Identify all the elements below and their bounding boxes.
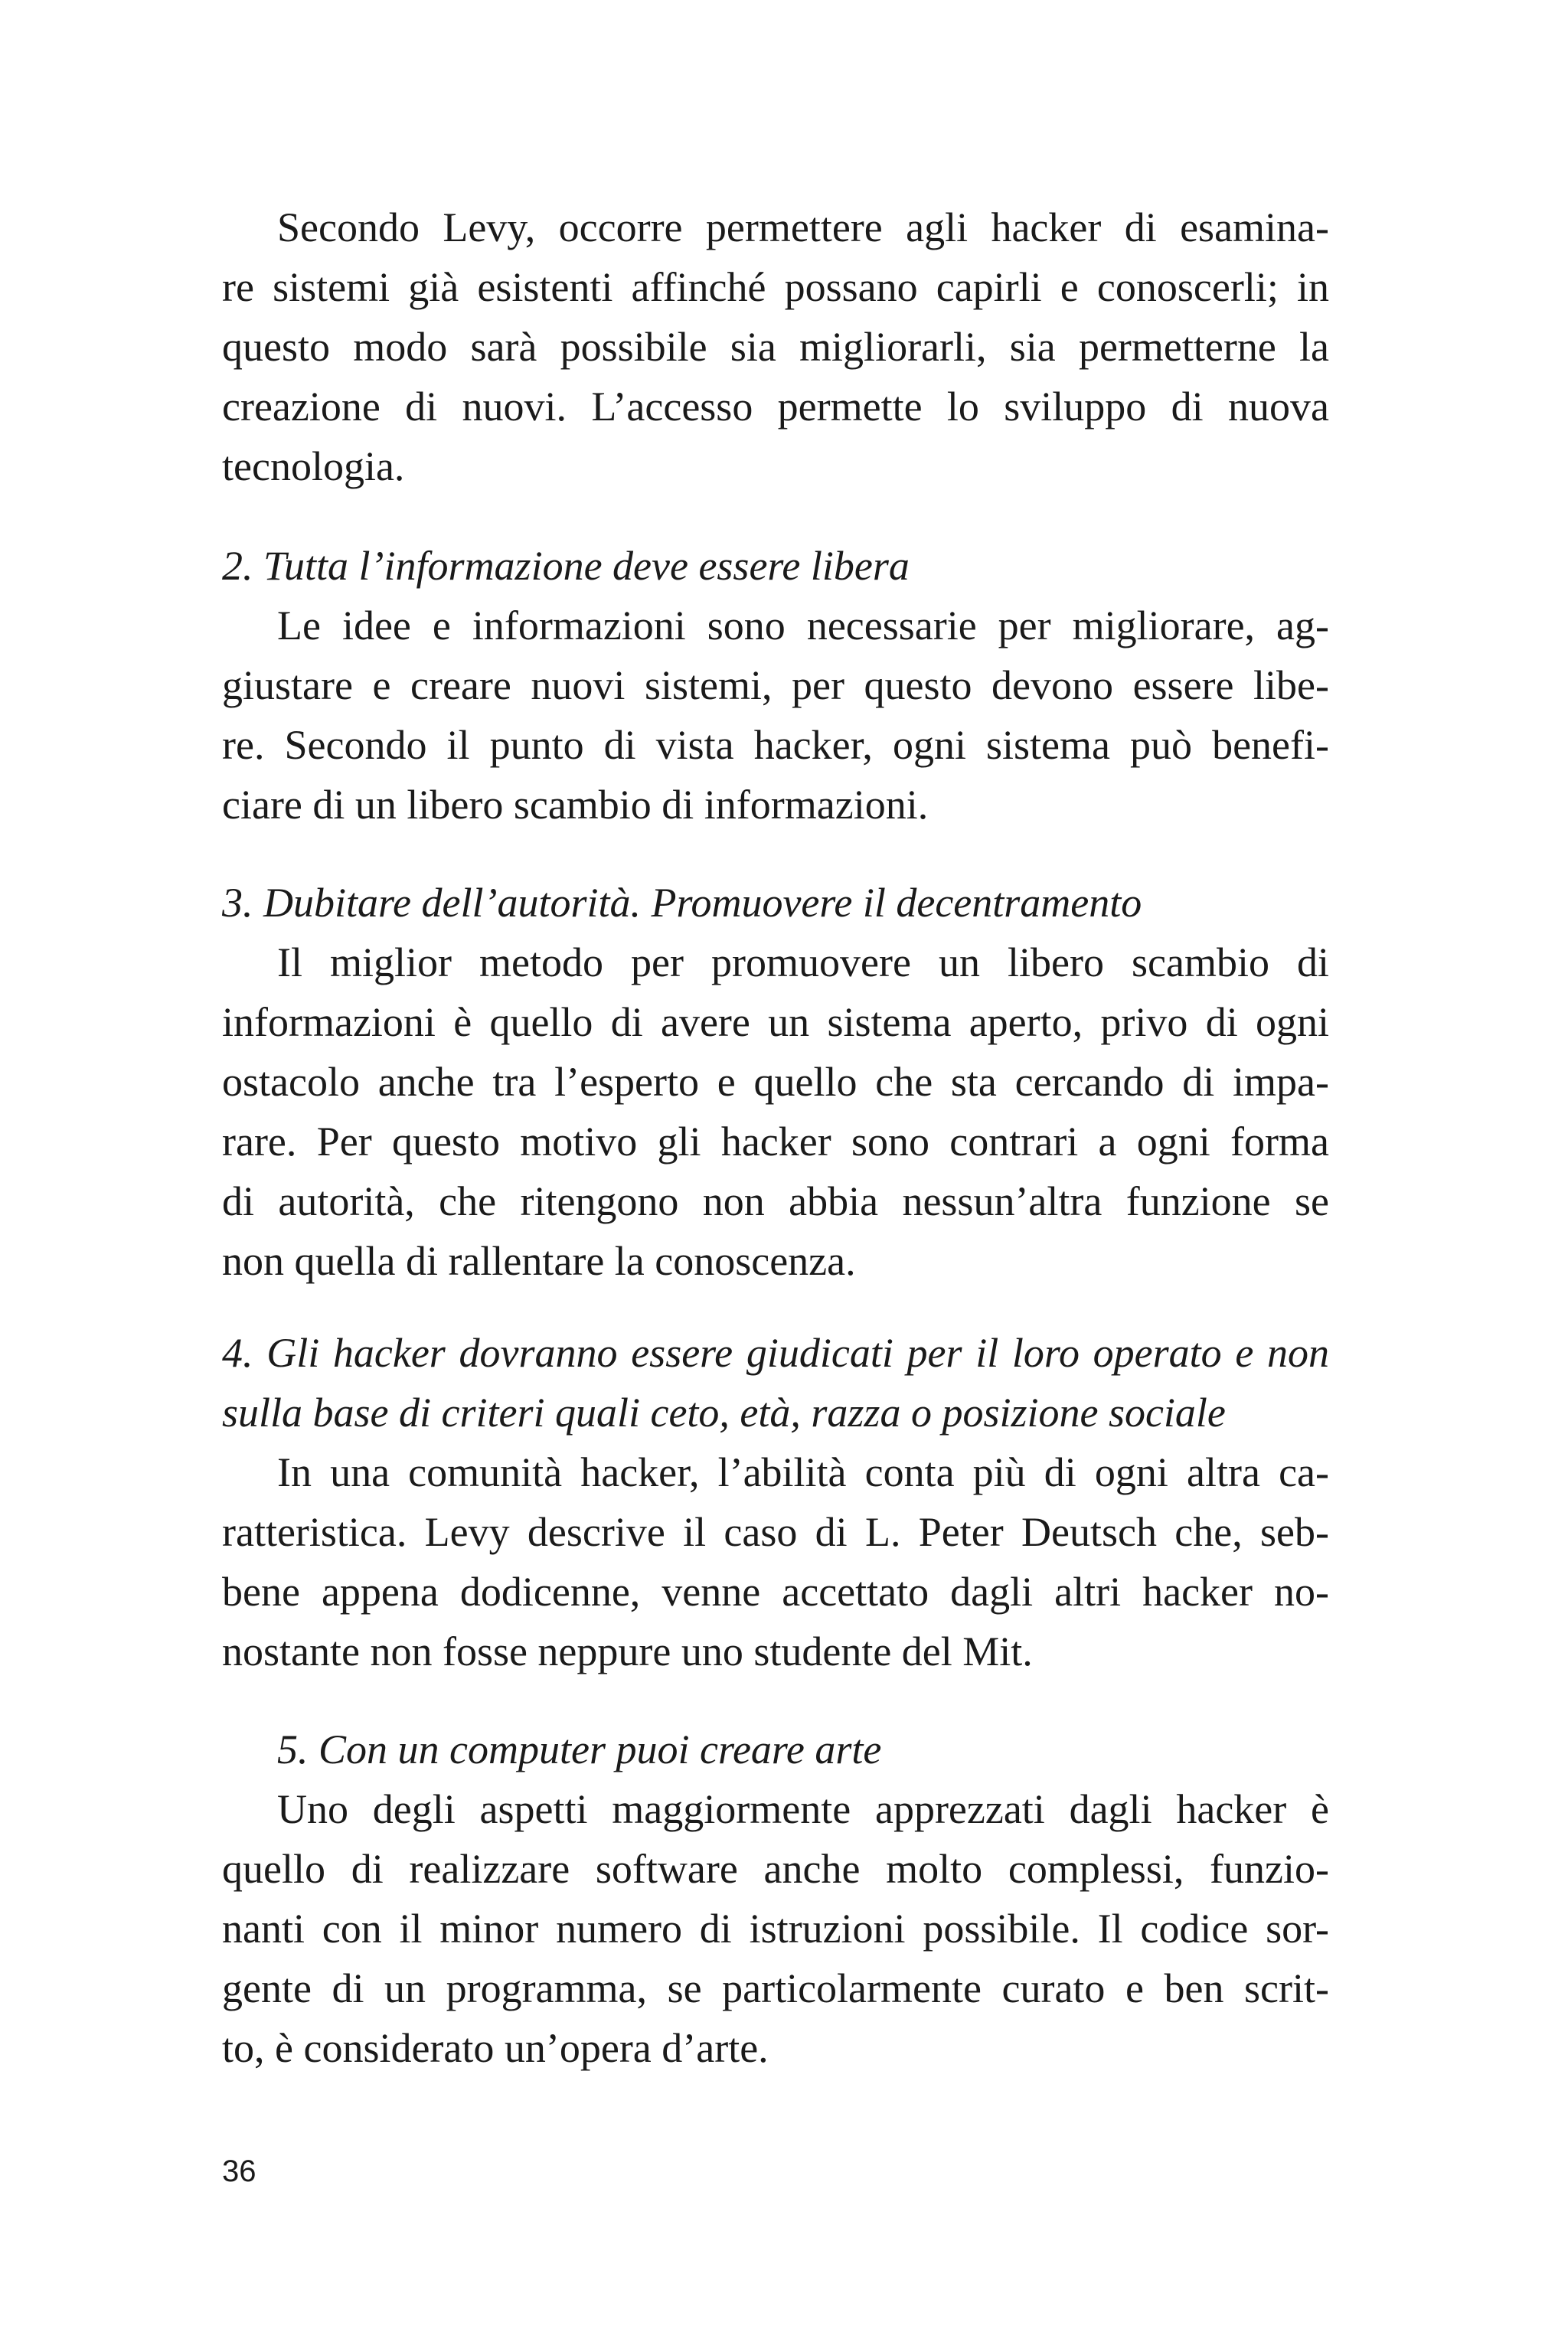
section-2-paragraph [222, 596, 1329, 835]
section-heading-line: 5. Con un computer puoi creare arte [277, 1726, 882, 1772]
section-4-paragraph [222, 1442, 1329, 1681]
paragraph-line: nostante non fosse neppure uno studente del Mit. [222, 1628, 1033, 1674]
paragraph-line: Le idee e informazioni sono necessarie per migliorare, ag- [277, 603, 1329, 648]
paragraph-line: ostacolo anche tra l’esperto e quello che sta cercando di impa- [222, 1059, 1329, 1105]
paragraph-line: ciare di un libero scambio di informazioni. [222, 782, 929, 828]
paragraph-line: informazioni è quello di avere un sistema aperto, privo di ogni [222, 999, 1329, 1045]
paragraph-line: non quella di rallentare la conoscenza. [222, 1238, 856, 1284]
paragraph-line: Il miglior metodo per promuovere un libero scambio di [277, 939, 1329, 985]
paragraph-line: Secondo Levy, occorre permettere agli hacker di esamina- [277, 204, 1329, 250]
paragraph-line: nanti con il minor numero di istruzioni possibile. Il codice sor- [222, 1906, 1329, 1952]
paragraph-line: quello di realizzare software anche molto complessi, funzio- [222, 1846, 1329, 1892]
paragraph-line: re sistemi già esistenti affinché possano capirli e conoscerli; in [222, 264, 1329, 310]
section-4-heading [222, 1323, 1329, 1442]
paragraph-line: to, è considerato un’opera d’arte. [222, 2025, 769, 2071]
paragraph-line: gente di un programma, se particolarmente curato e ben scrit- [222, 1965, 1329, 2011]
intro-paragraph [222, 198, 1329, 496]
paragraph-line: ratteristica. Levy descrive il caso di L. Peter Deutsch che, seb- [222, 1509, 1329, 1555]
paragraph-line: bene appena dodicenne, venne accettato dagli altri hacker no- [222, 1569, 1329, 1615]
paragraph-line: In una comunità hacker, l’abilità conta più di ogni altra ca- [277, 1449, 1329, 1495]
section-5-heading [222, 1720, 1329, 1779]
paragraph-line: di autorità, che ritengono non abbia nessun’altra funzione se [222, 1178, 1329, 1224]
section-heading-line: sulla base di criteri quali ceto, età, razza o posizione sociale [222, 1390, 1226, 1436]
section-heading-line: 2. Tutta l’informazione deve essere libera [222, 543, 910, 589]
section-2-heading [222, 536, 1329, 596]
paragraph-line: Uno degli aspetti maggiormente apprezzati dagli hacker è [277, 1786, 1329, 1832]
section-heading-line: 4. Gli hacker dovranno essere giudicati per il loro operato e non [222, 1330, 1329, 1376]
paragraph-line: questo modo sarà possibile sia migliorarli, sia permetterne la [222, 324, 1329, 370]
paragraph-line: re. Secondo il punto di vista hacker, ogni sistema può benefi- [222, 722, 1329, 768]
paragraph-line: rare. Per questo motivo gli hacker sono contrari a ogni forma [222, 1119, 1329, 1165]
paragraph-line: tecnologia. [222, 443, 405, 489]
section-5-paragraph [222, 1779, 1329, 2078]
paragraph-line: giustare e creare nuovi sistemi, per questo devono essere libe- [222, 662, 1329, 708]
section-heading-line: 3. Dubitare dell’autorità. Promuovere il decentramento [222, 880, 1142, 926]
page-number: 36 [222, 2154, 256, 2188]
section-3-heading [222, 873, 1329, 933]
paragraph-line: creazione di nuovi. L’accesso permette lo sviluppo di nuova [222, 384, 1329, 430]
section-3-paragraph [222, 933, 1329, 1291]
